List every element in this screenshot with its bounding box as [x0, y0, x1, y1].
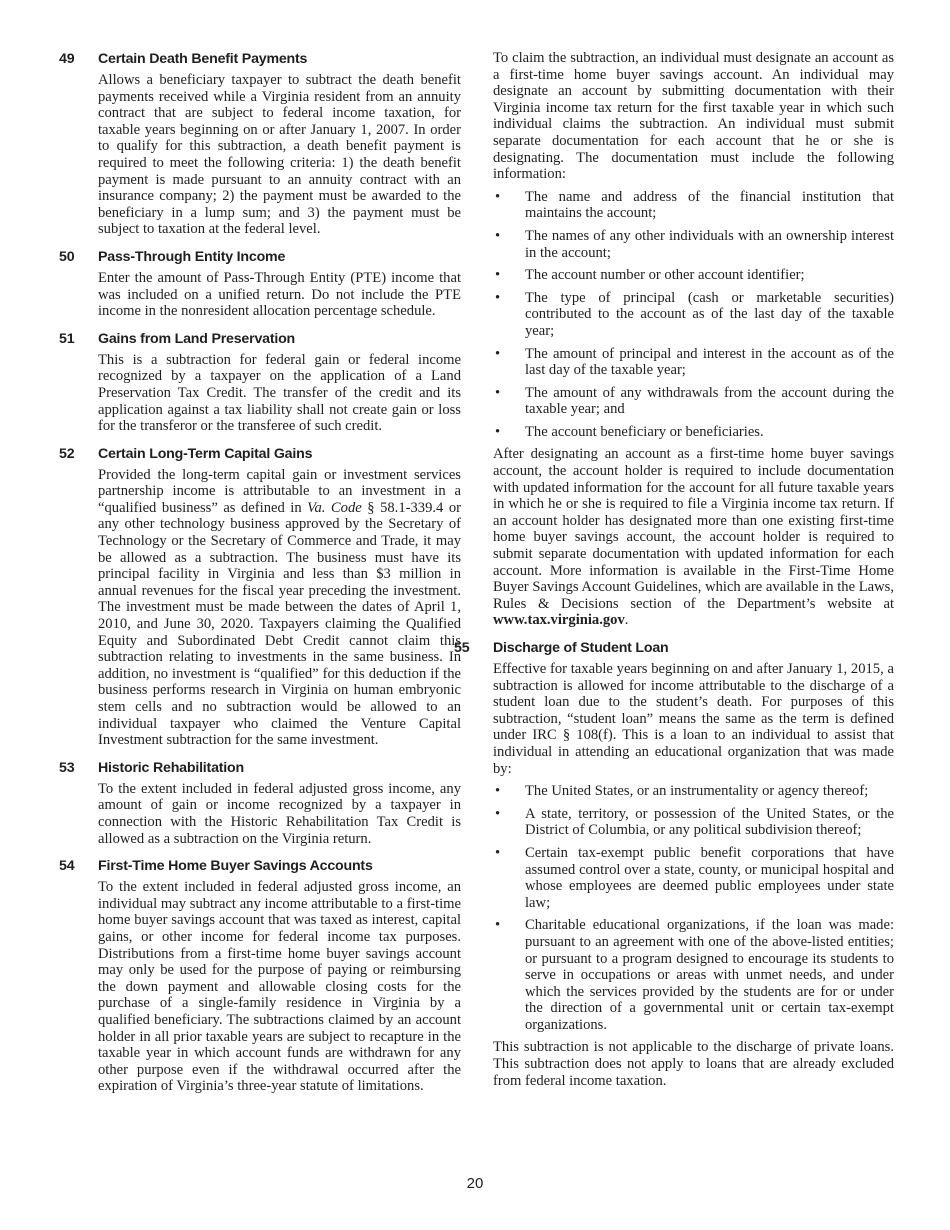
paragraph: Allows a beneficiary taxpayer to subtract the death benefit payments received while a Virginia resident from an annuity contract that are subject to federal income taxation, for taxable years beginning on or after January 1, 2007. In order to qualify for this subtraction, a death benefit payment is required to meet the following criteria: 1) the death benefit payment is made pursuant to an annuity contract with an insurance company; 2) the payment must be awarded to the beneficiary in a lump sum; and 3) the payment must be subject to taxation at the federal level. [98, 72, 461, 238]
list-item-text: The amount of any withdrawals from the account during the taxable year; and [525, 384, 894, 418]
section-53 [59, 759, 461, 847]
section-number: 54 [59, 858, 75, 875]
section-title: First-Time Home Buyer Savings Accounts [98, 858, 373, 875]
section-heading [59, 50, 461, 68]
list-item-text: The names of any other individuals with an ownership interest in the account; [525, 227, 894, 261]
paragraph: Effective for taxable years beginning on and after January 1, 2015, a subtraction is allowed for income attributable to the discharge of a student loan due to the student’s death. For purposes of this subtraction, “student loan” means the same as the term is defined under IRC § 108(f). This is a loan to an individual to assist that individual in attending an educational organization that was made by: [493, 661, 894, 777]
bullet-icon: • [495, 267, 501, 284]
page-number: 20 [466, 1175, 484, 1192]
list-item [493, 806, 894, 839]
paragraph: This subtraction is not applicable to the discharge of private loans. This subtraction does not apply to loans that are already excluded from federal income taxation. [493, 1039, 894, 1089]
section-title: Gains from Land Preservation [98, 330, 296, 347]
bullet-list [493, 189, 894, 441]
paragraph: To claim the subtraction, an individual must designate an account as a first-time home buyer savings account. An individual may designate an account by submitting documentation with their Virginia income tax return for the first taxable year in which such individual claims the subtraction. An individual must submit separate documentation for each account that he or she is designating. The documentation must include the following information: [493, 50, 894, 183]
left-column [59, 50, 461, 1105]
list-item [493, 783, 894, 800]
list-item-text: The amount of principal and interest in the account as of the last day of the taxable year; [525, 345, 894, 379]
section-51 [59, 330, 461, 435]
bullet-icon: • [495, 345, 501, 362]
text-run: After designating an account as a first-time home buyer savings account, the account holder is required to include documentation with updated information for the account for all future taxable years in which he or she is required to file a Virginia income tax return. If an account holder has designated more than one existing first-time home buyer savings account, the account holder is required to submit separate documentation with updated information for each account. More information is available in the First-Time Home Buyer Savings Account Guidelines, which are available in the Laws, Rules & Decisions section of the Department’s website at [493, 446, 894, 612]
section-heading [59, 248, 461, 266]
text-run: Provided the long-term capital gain or investment services partnership income is attributable to an investment in a “qualified business” as defined in [98, 466, 461, 516]
section-number: 55 [454, 640, 470, 656]
section-heading [454, 639, 894, 657]
section-55 [454, 639, 894, 1089]
list-item-text: The type of principal (cash or marketable securities) contributed to the account as of the last day of the taxable year; [525, 289, 894, 339]
bullet-icon: • [495, 783, 501, 800]
list-item-text: A state, territory, or possession of the United States, or the District of Columbia, or any political subdivision thereof; [525, 805, 894, 839]
list-item-text: The account number or other account identifier; [525, 267, 805, 284]
section-heading [59, 445, 461, 463]
paragraph [493, 446, 894, 629]
section-49 [59, 50, 461, 238]
list-item [493, 845, 894, 911]
section-number: 52 [59, 445, 75, 462]
section-50 [59, 248, 461, 320]
section-title: Certain Long-Term Capital Gains [98, 445, 313, 462]
code-citation: Va. Code [307, 499, 362, 516]
paragraph: This is a subtraction for federal gain or federal income recognized by a taxpayer on the application of a Land Preservation Tax Credit. The transfer of the credit and its application against a tax liability shall not create gain or loss for the transferor or the transferee of such credit. [98, 351, 461, 435]
list-item [493, 385, 894, 418]
list-item-text: The United States, or an instrumentality or agency thereof; [525, 783, 869, 800]
list-item [493, 290, 894, 340]
section-title: Discharge of Student Loan [493, 640, 669, 656]
bullet-icon: • [495, 917, 501, 934]
bullet-icon: • [495, 844, 501, 861]
section-54 [59, 857, 461, 1095]
website-link[interactable]: www.tax.virginia.gov [493, 612, 625, 629]
bullet-icon: • [495, 188, 501, 205]
list-item [493, 424, 894, 441]
bullet-icon: • [495, 289, 501, 306]
section-title: Historic Rehabilitation [98, 759, 244, 776]
list-item-text: Charitable educational organizations, if the loan was made: pursuant to an agreement with one of the above-listed entities; or pursuant to a program designed to encourage its students to serve in occupations or areas with unmet needs, and under which the services provided by the students are for or under the direction of a governmental unit or certain tax-exempt organizations. [525, 917, 894, 1033]
section-number: 50 [59, 248, 75, 265]
section-number: 51 [59, 330, 75, 347]
right-column [454, 50, 894, 1099]
section-number: 53 [59, 759, 75, 776]
paragraph: To the extent included in federal adjusted gross income, any amount of gain or income recognized by a taxpayer in connection with the Historic Rehabilitation Tax Credit is allowed as a subtraction on the Virginia return. [98, 780, 461, 847]
bullet-icon: • [495, 805, 501, 822]
section-heading [59, 759, 461, 777]
bullet-icon: • [495, 423, 501, 440]
paragraph: To the extent included in federal adjusted gross income, an individual may subtract any income attributable to a first-time home buyer savings account that was taxed as interest, capital gains, or other income for federal income tax purposes. Distributions from a first-time home buyer savings account may only be used for the purpose of paying or reimbursing the down payment and allowable closing costs for the purchase of a single-family residence in Virginia by a qualified beneficiary. The subtractions claimed by an account holder in all prior taxable years are subject to recapture in the taxable year in which account funds are withdrawn for any other purpose even if the withdrawal occurred after the expiration of Virginia’s three-year statute of limitations. [98, 879, 461, 1095]
bullet-icon: • [495, 384, 501, 401]
list-item [493, 189, 894, 222]
section-number: 49 [59, 51, 75, 67]
section-52 [59, 445, 461, 749]
section-title: Certain Death Benefit Payments [98, 51, 308, 67]
list-item [493, 917, 894, 1033]
list-item [493, 267, 894, 284]
list-item [493, 228, 894, 261]
paragraph: Enter the amount of Pass-Through Entity (PTE) income that was included on a unified return. Do not include the PTE income in the nonresident allocation percentage schedule. [98, 269, 461, 320]
section-54-continued [493, 50, 894, 629]
bullet-icon: • [495, 227, 501, 244]
list-item-text: The name and address of the financial institution that maintains the account; [525, 188, 894, 222]
text-run: . [624, 612, 629, 629]
section-heading [59, 330, 461, 348]
bullet-list [493, 783, 894, 1033]
section-heading [59, 857, 461, 875]
list-item-text: The account beneficiary or beneficiaries. [525, 423, 764, 440]
list-item [493, 346, 894, 379]
section-title: Pass-Through Entity Income [98, 248, 286, 265]
text-run: § 58.1-339.4 or any other technology business approved by the Secretary of Technology or the Secretary of Commerce and Trade, it may be allowed as a subtraction. The business must have its principal facility in Virginia and less than $3 million in annual revenues for the fiscal year preceding the investment. The investment must be made between the dates of April 1, 2010, and June 30, 2020. Taxpayers claiming the Qualified Equity and Subordinated Debt Credit cannot claim this subtraction relating to investments in the same business. In addition, no investment is “qualified” for this deduction if the business performs research in Virginia on human embryonic stem cells and no subtraction would be allowed to an individual taxpayer who claimed the Venture Capital Investment subtraction for the same investment. [98, 499, 462, 749]
paragraph [98, 467, 461, 749]
list-item-text: Certain tax-exempt public benefit corporations that have assumed control over a state, county, or municipal hospital and whose employees are deemed public employees under state law; [525, 844, 894, 911]
